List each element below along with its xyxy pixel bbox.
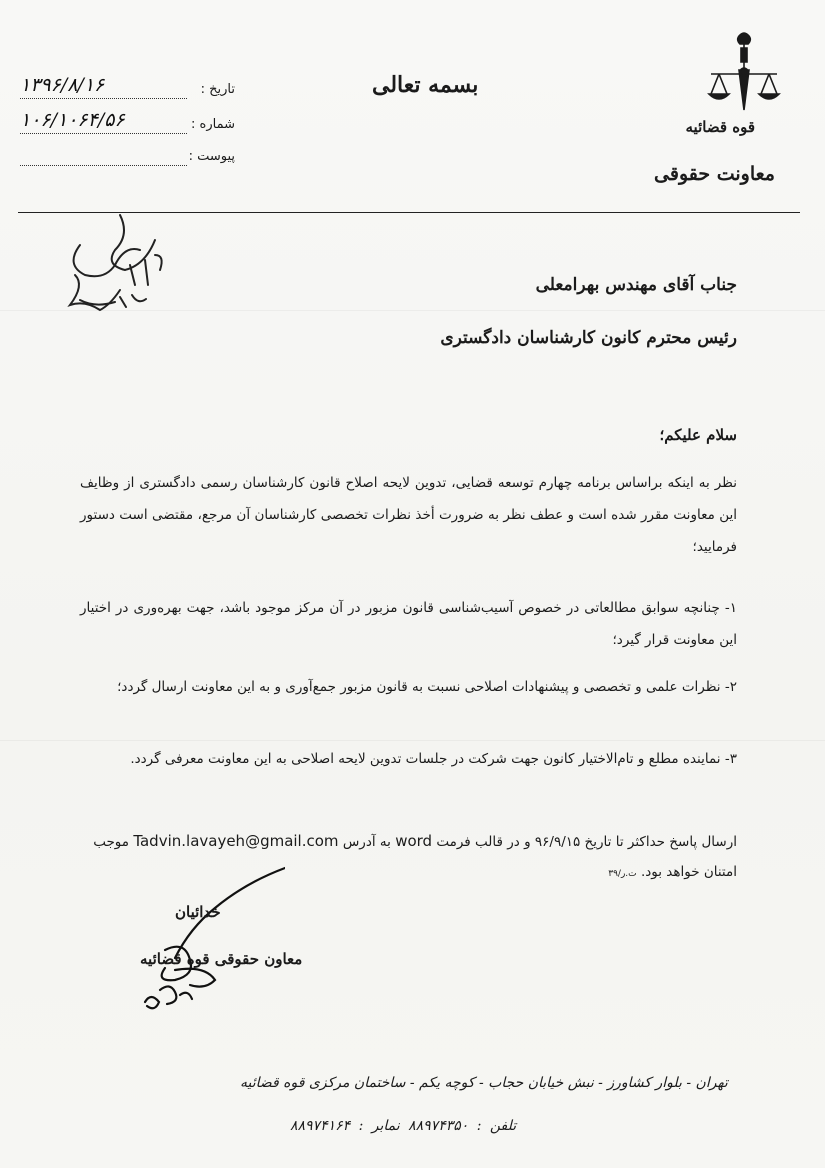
list-item xyxy=(80,592,737,656)
recipient-name: جناب آقای مهندس بهرامعلی xyxy=(535,275,737,295)
number-value: ۱۰۶/۱۰۶۴/۵۶ xyxy=(20,109,125,131)
item-number: ۱- xyxy=(724,600,737,616)
bismillah-heading: بسمه تعالی xyxy=(372,72,479,98)
dotted-line xyxy=(20,98,187,99)
signer-name: خدائیان xyxy=(175,903,221,921)
date-label: تاریخ : xyxy=(200,82,235,97)
closing-text: به آدرس xyxy=(342,834,391,850)
paper-fold xyxy=(0,740,825,741)
phone-value: ۸۸۹۷۴۳۵۰ xyxy=(408,1118,469,1134)
reference-code: ت.ر/۳۹ xyxy=(608,869,637,879)
list-item xyxy=(80,671,737,703)
contact-email: Tadvin.lavayeh@gmail.com xyxy=(133,832,339,850)
judiciary-emblem-icon xyxy=(703,30,785,115)
handwritten-note-icon xyxy=(60,205,190,325)
fax-label: نمابر : xyxy=(358,1118,400,1134)
org-name: قوه قضائیه xyxy=(685,118,755,136)
date-row xyxy=(20,74,235,102)
fax-value: ۸۸۹۷۴۱۶۴ xyxy=(290,1118,351,1134)
closing-text: موجب امتنان خواهد بود. xyxy=(93,834,737,880)
signature-icon xyxy=(135,860,285,1020)
number-label: شماره : xyxy=(191,117,235,132)
item-text: چنانچه سوابق مطالعاتی در خصوص آسیب‌شناسی قانون مزبور در آن مرکز موجود باشد، جهت بهره‌وری در اختیار این معاونت قرار گیرد؛ xyxy=(80,600,737,648)
attachment-row xyxy=(20,147,235,169)
item-number: ۲- xyxy=(724,679,737,695)
attachment-label: پیوست : xyxy=(188,149,235,164)
footer-phone xyxy=(290,1118,516,1134)
recipient-title: رئیس محترم کانون کارشناسان دادگستری xyxy=(440,328,737,348)
footer-address: تهران - بلوار کشاورز - نبش خیابان حجاب - کوچه یکم - ساختمان مرکزی قوه قضائیه xyxy=(240,1075,728,1091)
closing-text: ارسال پاسخ حداکثر تا تاریخ ۹۶/۹/۱۵ و در قالب فرمت xyxy=(436,834,737,850)
org-department: معاونت حقوقی xyxy=(654,163,775,185)
greeting: سلام علیکم؛ xyxy=(659,426,737,444)
list-item xyxy=(80,743,737,775)
dotted-line xyxy=(20,165,187,166)
item-number: ۳- xyxy=(724,751,737,767)
intro-paragraph: نظر به اینکه براساس برنامه چهارم توسعه قضایی، تدوین لایحه اصلاح قانون کارشناسان رسمی دادگستری از وظایف این معاونت مقرر شده است و عطف نظر به ضرورت أخذ نظرات تخصصی کارشناسان آن مرجع، مقتضی است دستور فرمایید؛ xyxy=(80,475,737,555)
number-row xyxy=(20,109,235,137)
dotted-line xyxy=(20,133,187,134)
date-value: ۱۳۹۶/۸/۱۶ xyxy=(20,74,105,96)
item-text: نظرات علمی و تخصصی و پیشنهادات اصلاحی نسبت به قانون مزبور جمع‌آوری و به این معاونت ارسال گردد؛ xyxy=(117,679,721,695)
signer-title: معاون حقوقی قوه قضائیه xyxy=(140,950,303,968)
phone-label: تلفن : xyxy=(476,1118,517,1134)
format-name: word xyxy=(395,832,433,850)
item-text: نماینده مطلع و تام‌الاختیار کانون جهت شرکت در جلسات تدوین لایحه اصلاحی به این معاونت معرفی گردد. xyxy=(130,751,721,767)
